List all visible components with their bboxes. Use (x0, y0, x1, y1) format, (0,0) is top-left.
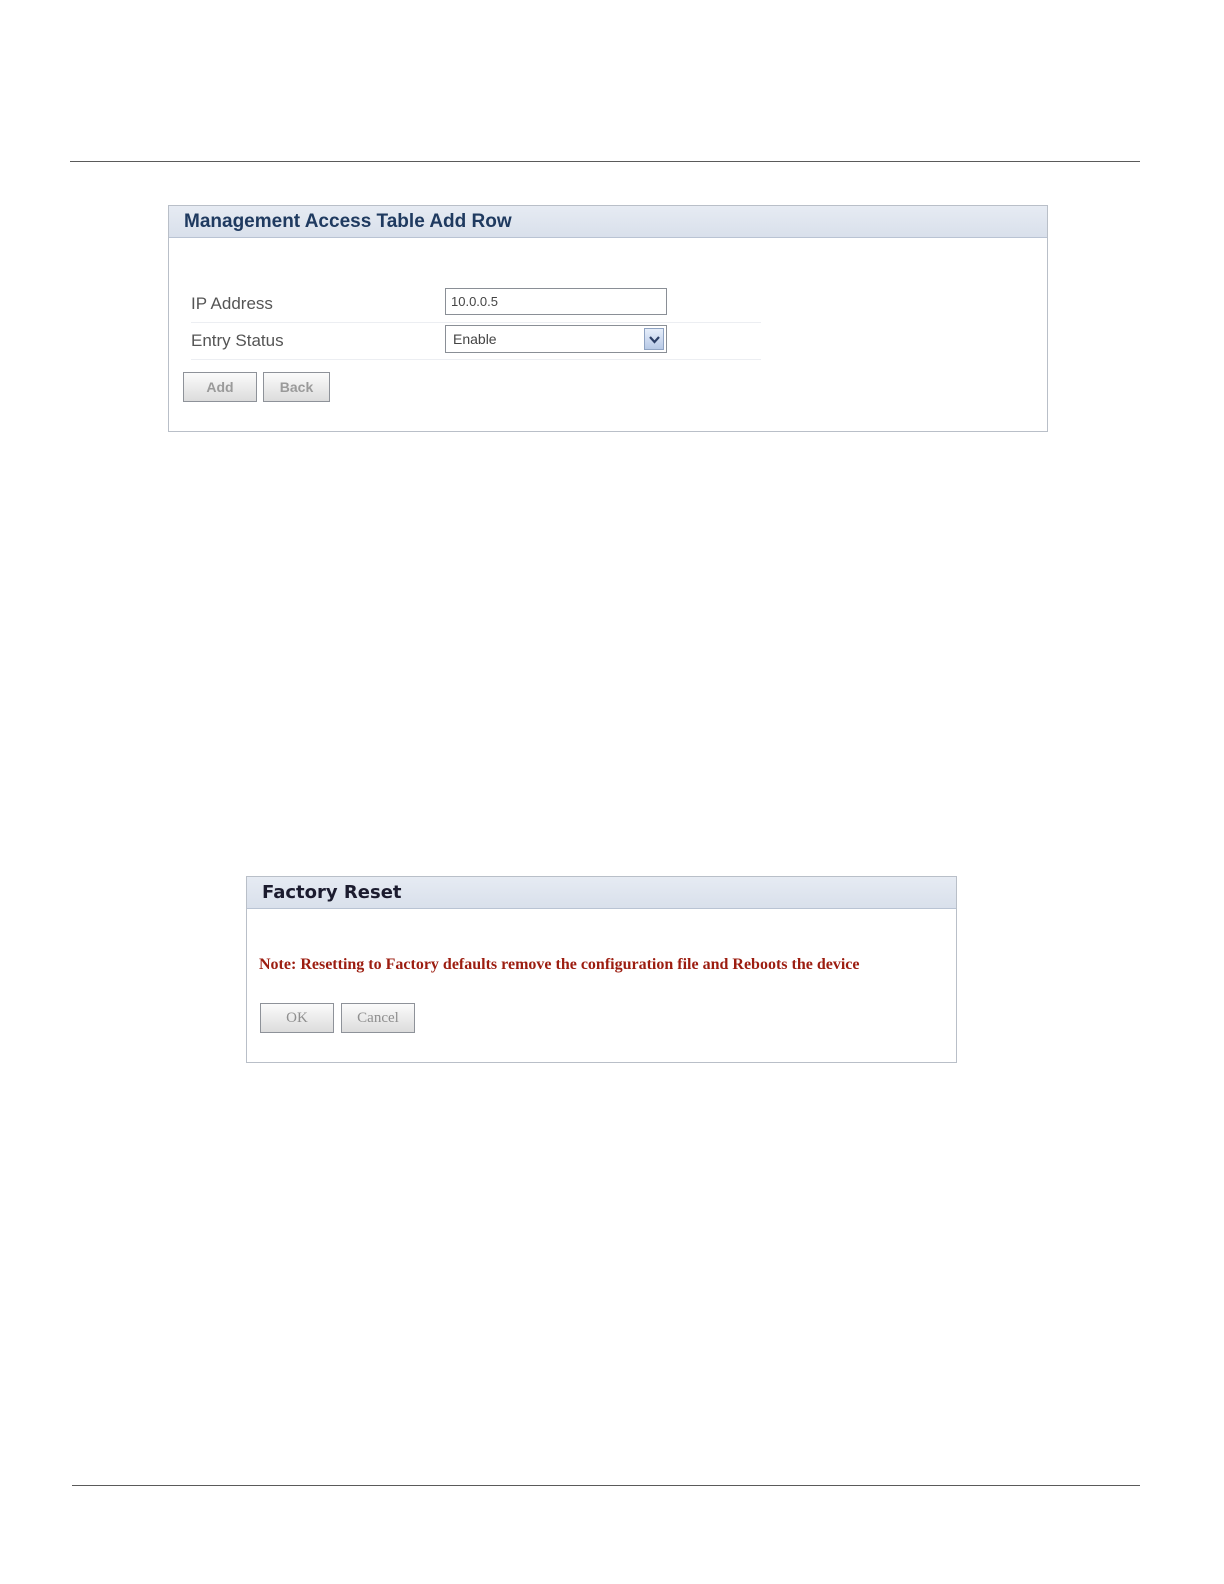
ip-address-row (191, 286, 761, 323)
entry-status-value: Enable (453, 331, 497, 347)
add-button[interactable]: Add (183, 372, 257, 402)
cancel-button[interactable]: Cancel (341, 1003, 415, 1033)
entry-status-row (191, 323, 761, 360)
ip-address-label: IP Address (191, 294, 273, 313)
back-button[interactable]: Back (263, 372, 330, 402)
management-access-panel (168, 205, 1048, 432)
ip-address-input[interactable]: 10.0.0.5 (445, 288, 667, 315)
management-panel-title: Management Access Table Add Row (169, 206, 1047, 238)
factory-reset-note: Note: Resetting to Factory defaults remove the configuration file and Reboots the device (259, 956, 860, 973)
entry-status-label: Entry Status (191, 331, 284, 350)
page-top-rule (70, 161, 1140, 162)
entry-status-select[interactable] (445, 325, 667, 353)
ok-button[interactable]: OK (260, 1003, 334, 1033)
factory-reset-title: Factory Reset (247, 877, 956, 909)
factory-reset-panel (246, 876, 957, 1063)
page-bottom-rule (72, 1485, 1140, 1486)
chevron-down-icon[interactable] (644, 328, 664, 350)
